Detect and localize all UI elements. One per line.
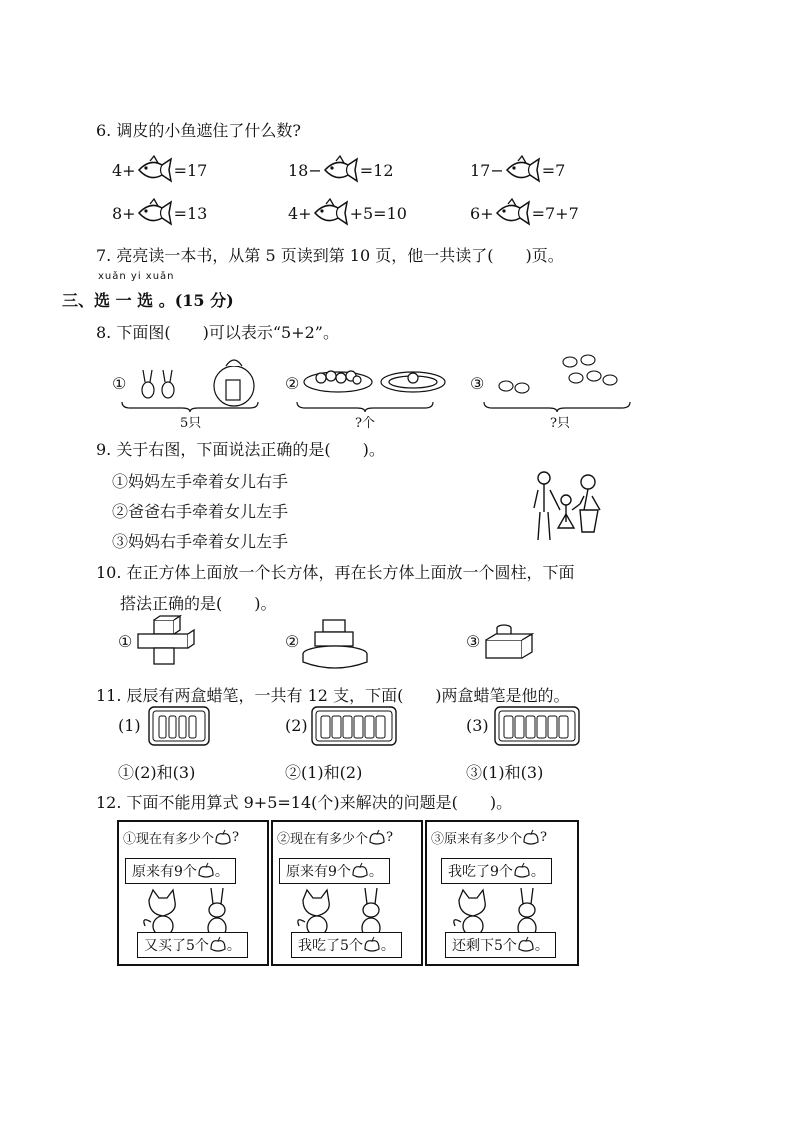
peach-icon bbox=[517, 937, 535, 953]
blocks-stack-icon bbox=[136, 618, 196, 674]
peach-icon bbox=[513, 863, 531, 879]
q10-option-1[interactable]: ① bbox=[118, 618, 198, 674]
section-title: 三、选 一 选 。(15 分) bbox=[62, 291, 234, 310]
peach-icon bbox=[351, 863, 369, 879]
q10-option-2[interactable]: ② bbox=[285, 618, 385, 674]
peach-icon bbox=[209, 937, 227, 953]
brace-icon bbox=[295, 400, 435, 412]
q11-answer-2[interactable]: ②(1)和(2) bbox=[285, 763, 363, 782]
apple-plates-icon bbox=[303, 360, 443, 400]
q12-title: 12. 下面不能用算式 9+5=14(个)来解决的问题是( )。 bbox=[96, 793, 513, 812]
crayon-box-icon bbox=[494, 706, 580, 746]
q9-title: 9. 关于右图，下面说法正确的是( )。 bbox=[96, 440, 385, 459]
q7-text: 7. 亮亮读一本书，从第 5 页读到第 10 页，他一共读了( )页。 bbox=[96, 246, 564, 265]
q10-line2: 搭法正确的是( )。 bbox=[120, 594, 277, 613]
q11-answer-1[interactable]: ①(2)和(3) bbox=[118, 763, 196, 782]
q6-title: 6. 调皮的小鱼遮住了什么数? bbox=[96, 121, 301, 140]
q12-panel-2[interactable]: ②现在有多少个 ? 原来有9个 。 我吃了5个 。 bbox=[271, 820, 423, 966]
peach-icon bbox=[363, 937, 381, 953]
chicks-icon bbox=[492, 352, 642, 400]
blocks-stack-icon bbox=[301, 618, 371, 674]
fish-icon bbox=[494, 198, 532, 228]
q6-eq-1: 4+ =17 bbox=[112, 155, 207, 185]
fish-icon bbox=[504, 155, 542, 185]
q11-box-1: (1) bbox=[118, 706, 228, 746]
q8-title: 8. 下面图( )可以表示“5+2”。 bbox=[96, 323, 339, 342]
crayon-box-icon bbox=[148, 706, 210, 746]
brace-icon bbox=[120, 400, 260, 412]
brace-icon bbox=[482, 400, 632, 412]
q9-option-3[interactable]: ③妈妈右手牵着女儿左手 bbox=[112, 532, 289, 551]
q10-option-3[interactable]: ③ bbox=[466, 618, 556, 674]
q6-eq-2: 18− =12 bbox=[288, 155, 394, 185]
q6-eq-5: 4+ +5=10 bbox=[288, 198, 407, 228]
q12-panel-1[interactable]: ①现在有多少个 ? 原来有9个 。 又买了5个 。 bbox=[117, 820, 269, 966]
fish-icon bbox=[322, 155, 360, 185]
q11-box-2: (2) bbox=[285, 706, 415, 746]
q11-box-3: (3) bbox=[466, 706, 596, 746]
fish-icon bbox=[136, 198, 174, 228]
q10-line1: 10. 在正方体上面放一个长方体，再在长方体上面放一个圆柱，下面 bbox=[96, 563, 575, 582]
crayon-box-icon bbox=[311, 706, 397, 746]
fish-icon bbox=[312, 198, 350, 228]
q8-option-3[interactable]: ③ ?只 bbox=[470, 350, 640, 430]
q12-panel-3[interactable]: ③原来有多少个 ? 我吃了9个 。 还剩下5个 。 bbox=[425, 820, 579, 966]
peach-icon bbox=[214, 830, 232, 846]
q8-option-2[interactable]: ② ?个 bbox=[285, 350, 445, 430]
blocks-stack-icon bbox=[484, 624, 544, 668]
fish-icon bbox=[136, 155, 174, 185]
peach-icon bbox=[522, 830, 540, 846]
q6-eq-6: 6+ =7+7 bbox=[470, 198, 579, 228]
q6-eq-3: 17− =7 bbox=[470, 155, 565, 185]
family-holding-hands-icon bbox=[528, 470, 608, 545]
q11-answer-3[interactable]: ③(1)和(3) bbox=[466, 763, 544, 782]
q9-option-1[interactable]: ①妈妈左手牵着女儿右手 bbox=[112, 472, 289, 491]
q11-title: 11. 辰辰有两盒蜡笔，一共有 12 支，下面( )两盒蜡笔是他的。 bbox=[96, 686, 570, 705]
q9-option-2[interactable]: ②爸爸右手牵着女儿左手 bbox=[112, 502, 289, 521]
section-pinyin: xuǎn yi xuǎn bbox=[98, 271, 175, 282]
peach-icon bbox=[368, 830, 386, 846]
peach-icon bbox=[197, 863, 215, 879]
q6-eq-4: 8+ =13 bbox=[112, 198, 207, 228]
q8-option-1[interactable]: ① 5只 bbox=[112, 350, 272, 430]
